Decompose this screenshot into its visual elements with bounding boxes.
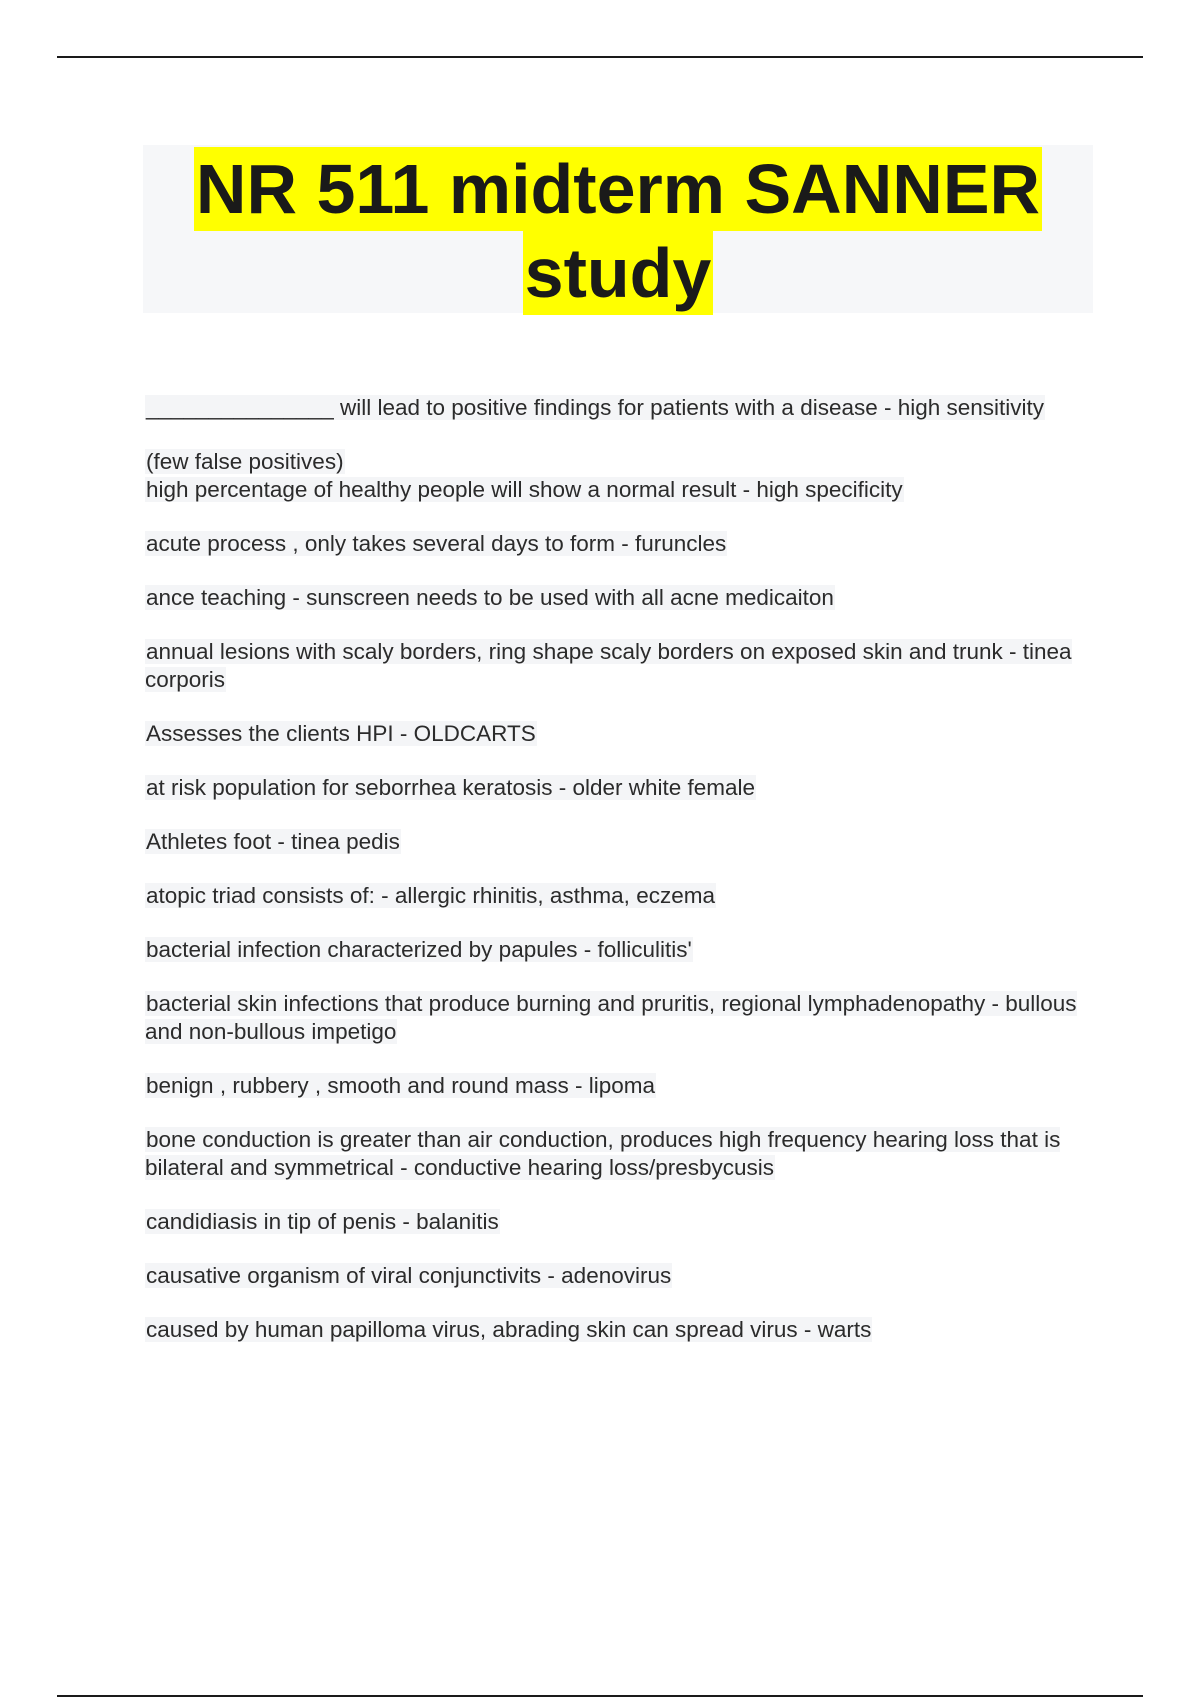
qa-text: benign , rubbery , smooth and round mass - lipoma — [146, 1073, 656, 1098]
qa-text: causative organism of viral conjunctivits - adenovirus — [146, 1263, 672, 1288]
qa-text: bacterial skin infections that produce burning and pruritis, regional lymphadenopathy - bullous and non-bullous impetigo — [145, 991, 1077, 1044]
qa-entry — [145, 1208, 1085, 1236]
qa-text: _______________ will lead to positive findings for patients with a disease - high sensitivity — [146, 395, 1045, 420]
qa-entry — [145, 448, 1085, 476]
qa-text: Athletes foot - tinea pedis — [146, 829, 400, 854]
top-rule — [57, 56, 1143, 58]
page-title-line-1: NR 511 midterm SANNER — [194, 147, 1042, 231]
qa-entry — [145, 720, 1085, 748]
title-banner — [143, 145, 1093, 313]
qa-entry — [145, 1126, 1085, 1182]
qa-text: annual lesions with scaly borders, ring shape scaly borders on exposed skin and trunk - tinea corporis — [145, 639, 1072, 692]
qa-entry — [145, 828, 1085, 856]
qa-text: (few false positives) — [146, 449, 344, 474]
qa-text: Assesses the clients HPI - OLDCARTS — [146, 721, 536, 746]
qa-text: high percentage of healthy people will show a normal result - high specificity — [146, 477, 903, 502]
qa-list — [145, 394, 1085, 1370]
qa-text: at risk population for seborrhea keratosis - older white female — [146, 775, 756, 800]
qa-entry — [145, 882, 1085, 910]
qa-entry — [145, 476, 1085, 504]
qa-entry — [145, 530, 1085, 558]
qa-text: bacterial infection characterized by papules - folliculitis' — [146, 937, 692, 962]
qa-entry — [145, 1072, 1085, 1100]
qa-entry — [145, 990, 1085, 1046]
page-title-line-2: study — [523, 231, 714, 315]
qa-entry — [145, 638, 1085, 694]
qa-entry — [145, 1262, 1085, 1290]
qa-text: acute process , only takes several days to form - furuncles — [146, 531, 727, 556]
qa-entry — [145, 1316, 1085, 1344]
qa-text: ance teaching - sunscreen needs to be used with all acne medicaiton — [146, 585, 834, 610]
qa-text: caused by human papilloma virus, abrading skin can spread virus - warts — [146, 1317, 872, 1342]
qa-text: candidiasis in tip of penis - balanitis — [146, 1209, 499, 1234]
qa-entry — [145, 774, 1085, 802]
qa-text: atopic triad consists of: - allergic rhinitis, asthma, eczema — [146, 883, 715, 908]
qa-entry — [145, 584, 1085, 612]
qa-text: bone conduction is greater than air conduction, produces high frequency hearing loss that is bilateral and symmetrical - conductive hearing loss/presbycusis — [145, 1127, 1061, 1180]
qa-entry — [145, 394, 1085, 422]
qa-entry — [145, 936, 1085, 964]
bottom-rule — [57, 1695, 1143, 1697]
